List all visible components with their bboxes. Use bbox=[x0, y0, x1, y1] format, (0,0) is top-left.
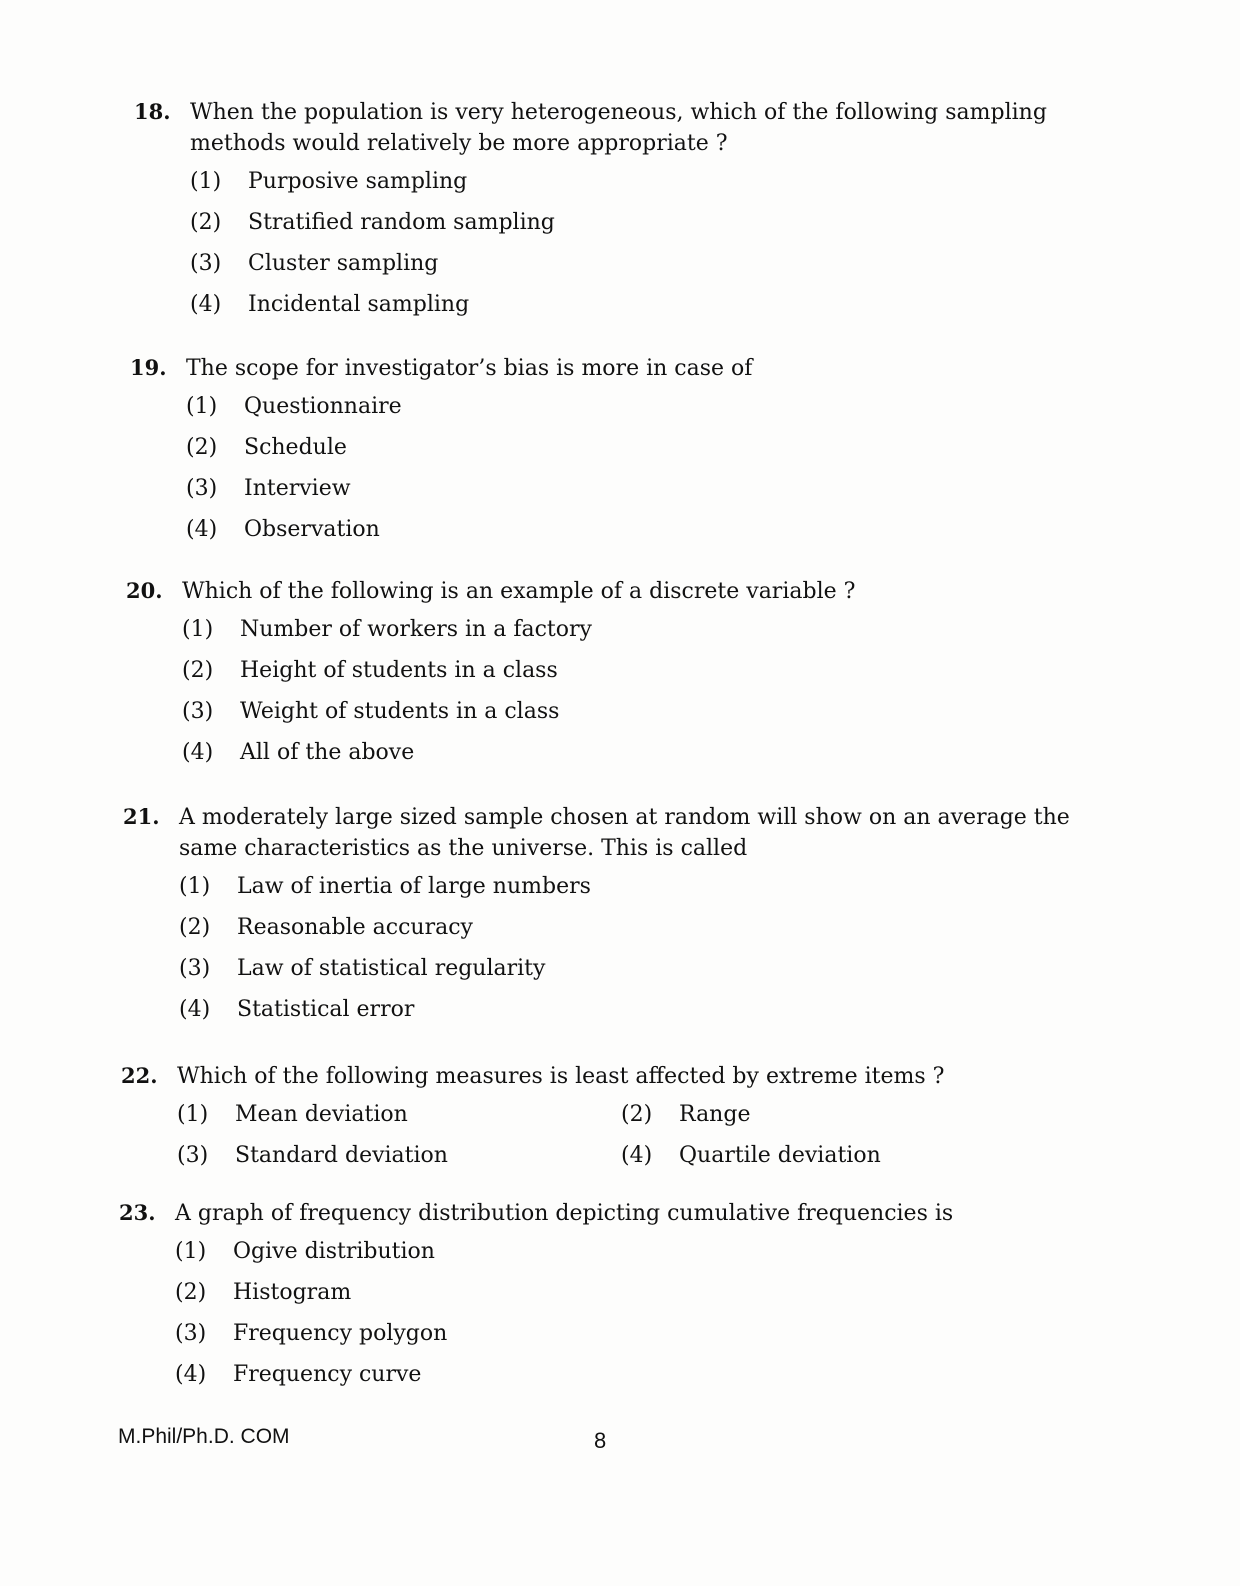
option-text: Frequency curve bbox=[233, 1362, 422, 1387]
option-text: Law of inertia of large numbers bbox=[237, 874, 591, 899]
option-item bbox=[182, 697, 1106, 738]
option-number: (2) bbox=[186, 435, 218, 460]
question-21 bbox=[123, 802, 1103, 1036]
option-item bbox=[182, 656, 1106, 697]
question-header bbox=[123, 802, 1103, 864]
option-text: Histogram bbox=[233, 1280, 352, 1305]
option-text: Number of workers in a factory bbox=[240, 617, 592, 642]
option-number: (4) bbox=[182, 740, 214, 765]
option-item bbox=[190, 208, 1114, 249]
question-text: When the population is very heterogeneous, which of the following sampling methods would relatively be more appropriate ? bbox=[190, 100, 1047, 156]
question-20 bbox=[126, 576, 1106, 779]
question-number: 18. bbox=[134, 99, 171, 124]
question-header bbox=[121, 1061, 1101, 1092]
option-list bbox=[190, 167, 1114, 331]
option-item bbox=[177, 1141, 621, 1182]
option-text: Ogive distribution bbox=[233, 1239, 435, 1264]
option-text: Law of statistical regularity bbox=[237, 956, 546, 981]
question-number: 23. bbox=[119, 1200, 156, 1225]
option-text: Frequency polygon bbox=[233, 1321, 448, 1346]
option-item bbox=[179, 913, 1103, 954]
option-text: Range bbox=[679, 1102, 751, 1127]
option-list bbox=[177, 1100, 1101, 1182]
option-text: Schedule bbox=[244, 435, 347, 460]
option-number: (2) bbox=[179, 915, 211, 940]
option-text: Questionnaire bbox=[244, 394, 402, 419]
option-text: Reasonable accuracy bbox=[237, 915, 473, 940]
option-text: Weight of students in a class bbox=[240, 699, 560, 724]
option-item bbox=[190, 290, 1114, 331]
question-19 bbox=[130, 353, 1110, 556]
option-item bbox=[190, 249, 1114, 290]
question-header bbox=[130, 353, 1110, 384]
question-number: 22. bbox=[121, 1063, 158, 1088]
option-number: (4) bbox=[175, 1362, 207, 1387]
question-22 bbox=[121, 1061, 1101, 1182]
option-number: (4) bbox=[179, 997, 211, 1022]
question-number: 20. bbox=[126, 578, 163, 603]
option-item bbox=[621, 1100, 921, 1141]
option-item bbox=[175, 1319, 1099, 1360]
question-text: A graph of frequency distribution depicting cumulative frequencies is bbox=[175, 1201, 954, 1226]
option-list bbox=[175, 1237, 1099, 1401]
option-text: Cluster sampling bbox=[248, 251, 439, 276]
option-item bbox=[175, 1278, 1099, 1319]
option-number: (1) bbox=[186, 394, 218, 419]
option-number: (2) bbox=[182, 658, 214, 683]
option-item bbox=[175, 1237, 1099, 1278]
question-23 bbox=[119, 1198, 1099, 1401]
question-number: 19. bbox=[130, 355, 167, 380]
option-number: (4) bbox=[186, 517, 218, 542]
question-18 bbox=[134, 97, 1114, 331]
option-item bbox=[186, 433, 1110, 474]
option-number: (3) bbox=[186, 476, 218, 501]
option-number: (3) bbox=[190, 251, 222, 276]
option-text: Statistical error bbox=[237, 997, 415, 1022]
option-text: Interview bbox=[244, 476, 351, 501]
question-header bbox=[134, 97, 1114, 159]
option-number: (4) bbox=[621, 1143, 653, 1168]
question-header bbox=[126, 576, 1106, 607]
option-number: (3) bbox=[179, 956, 211, 981]
option-number: (3) bbox=[182, 699, 214, 724]
option-number: (4) bbox=[190, 292, 222, 317]
option-number: (2) bbox=[621, 1102, 653, 1127]
option-item bbox=[186, 474, 1110, 515]
option-number: (1) bbox=[182, 617, 214, 642]
option-item bbox=[182, 615, 1106, 656]
option-number: (3) bbox=[177, 1143, 209, 1168]
option-item bbox=[177, 1100, 621, 1141]
option-text: Quartile deviation bbox=[679, 1143, 881, 1168]
option-text: Height of students in a class bbox=[240, 658, 558, 683]
question-text: Which of the following is an example of a discrete variable ? bbox=[182, 579, 856, 604]
question-text: A moderately large sized sample chosen at random will show on an average the same characteristics as the universe. This is called bbox=[179, 805, 1070, 861]
option-item bbox=[175, 1360, 1099, 1401]
question-header bbox=[119, 1198, 1099, 1229]
page-number: 8 bbox=[594, 1428, 607, 1453]
option-text: Observation bbox=[244, 517, 380, 542]
option-text: Incidental sampling bbox=[248, 292, 470, 317]
option-item bbox=[190, 167, 1114, 208]
footer-course-code: M.Phil/Ph.D. COM bbox=[118, 1425, 290, 1448]
option-list bbox=[186, 392, 1110, 556]
option-number: (1) bbox=[190, 169, 222, 194]
option-item bbox=[186, 515, 1110, 556]
option-number: (2) bbox=[190, 210, 222, 235]
question-text: The scope for investigator’s bias is more in case of bbox=[186, 356, 753, 381]
option-number: (1) bbox=[179, 874, 211, 899]
option-text: All of the above bbox=[240, 740, 415, 765]
question-text: Which of the following measures is least affected by extreme items ? bbox=[177, 1064, 945, 1089]
option-item bbox=[179, 872, 1103, 913]
option-item bbox=[179, 995, 1103, 1036]
question-number: 21. bbox=[123, 804, 160, 829]
option-item bbox=[621, 1141, 921, 1182]
option-item bbox=[179, 954, 1103, 995]
option-number: (1) bbox=[175, 1239, 207, 1264]
option-text: Purposive sampling bbox=[248, 169, 468, 194]
option-number: (1) bbox=[177, 1102, 209, 1127]
option-list bbox=[182, 615, 1106, 779]
option-number: (3) bbox=[175, 1321, 207, 1346]
option-text: Standard deviation bbox=[235, 1143, 448, 1168]
option-item bbox=[182, 738, 1106, 779]
option-text: Stratified random sampling bbox=[248, 210, 555, 235]
option-list bbox=[179, 872, 1103, 1036]
option-item bbox=[186, 392, 1110, 433]
option-number: (2) bbox=[175, 1280, 207, 1305]
option-text: Mean deviation bbox=[235, 1102, 408, 1127]
